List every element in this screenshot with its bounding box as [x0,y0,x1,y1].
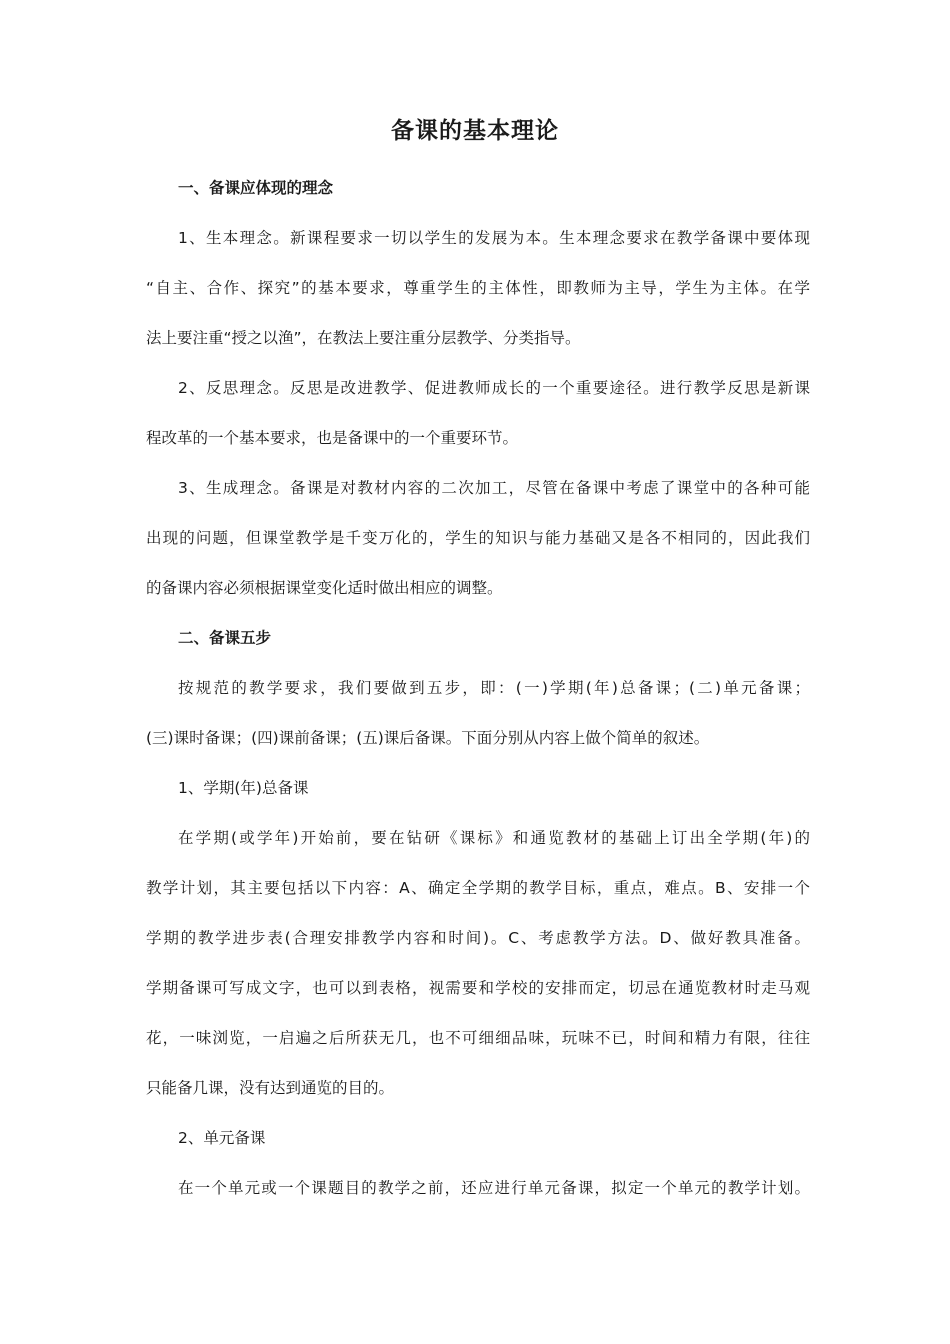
subheading-2: 2、单元备课 [178,1129,266,1147]
paragraph-line: 按规范的教学要求，我们要做到五步，即：(一)学期(年)总备课；(二)单元备课； [178,679,810,697]
paragraph-line: 法上要注重“授之以渔”，在教法上要注重分层教学、分类指导。 [146,329,581,347]
paragraph-line: 学期备课可写成文字，也可以到表格，视需要和学校的安排而定，切忌在通览教材时走马观 [146,979,810,997]
paragraph-line: “自主、合作、探究”的基本要求，尊重学生的主体性，即教师为主导，学生为主体。在学 [146,279,810,297]
paragraph-line: (三)课时备课；(四)课前备课；(五)课后备课。下面分别从内容上做个简单的叙述。 [146,729,710,747]
paragraph-line: 在学期(或学年)开始前，要在钻研《课标》和通览教材的基础上订出全学期(年)的 [178,829,810,847]
subheading-1: 1、学期(年)总备课 [178,779,309,797]
paragraph-line: 在一个单元或一个课题目的教学之前，还应进行单元备课，拟定一个单元的教学计划。 [178,1179,810,1197]
paragraph-line: 的备课内容必须根据课堂变化适时做出相应的调整。 [146,579,503,597]
paragraph-line: 1、生本理念。新课程要求一切以学生的发展为本。生本理念要求在教学备课中要体现 [178,229,810,247]
paragraph-line: 程改革的一个基本要求，也是备课中的一个重要环节。 [146,429,519,447]
paragraph-line: 教学计划，其主要包括以下内容：A、确定全学期的教学目标，重点，难点。B、安排一个 [146,879,810,897]
paragraph-line: 3、生成理念。备课是对教材内容的二次加工，尽管在备课中考虑了课堂中的各种可能 [178,479,810,497]
section-heading-1: 一、备课应体现的理念 [178,179,334,197]
paragraph-line: 出现的问题，但课堂教学是千变万化的，学生的知识与能力基础又是各不相同的，因此我们 [146,529,810,547]
paragraph-line: 学期的教学进步表(合理安排教学内容和时间)。C、考虑教学方法。D、做好教具准备。 [146,929,810,947]
paragraph-line: 花，一味浏览，一启遍之后所获无几，也不可细细品味，玩味不已，时间和精力有限，往往 [146,1029,810,1047]
paragraph-line: 只能备几课，没有达到通览的目的。 [146,1079,395,1097]
paragraph-line: 2、反思理念。反思是改进教学、促进教师成长的一个重要途径。进行教学反思是新课 [178,379,810,397]
document-title: 备课的基本理论 [391,118,559,144]
section-heading-2: 二、备课五步 [178,629,272,647]
